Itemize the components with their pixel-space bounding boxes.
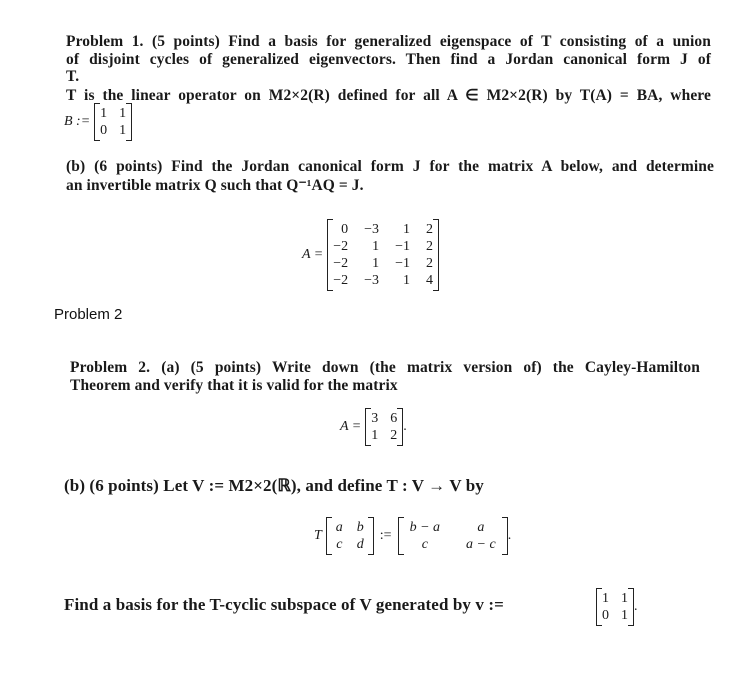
cell: 1: [371, 428, 379, 443]
cell: −2: [333, 273, 349, 288]
problem2-heading: Problem 2: [54, 306, 123, 323]
T-definition: [314, 517, 511, 555]
p1b-line2: an invertible matrix Q such that Q⁻¹AQ = J.: [66, 177, 364, 194]
p2-line2: Theorem and verify that it is valid for the matrix: [70, 377, 398, 394]
p1b-line1: (b) (6 points) Find the Jordan canonical form J for the matrix A below, and determine: [66, 158, 714, 175]
cell: 1: [119, 106, 127, 121]
cell: a: [335, 520, 343, 535]
matrix-v: [596, 588, 638, 626]
cell: 2: [425, 256, 433, 271]
p1-line3: T.: [66, 68, 80, 85]
cell: c: [336, 537, 343, 552]
cell: 6: [390, 411, 398, 426]
p2-final-line: Find a basis for the T-cyclic subspace of V generated by v :=: [64, 595, 504, 614]
cell: 0: [341, 222, 349, 237]
cell: 1: [602, 591, 609, 606]
A-label: A =: [340, 419, 362, 434]
cell: b: [356, 520, 364, 535]
cell: −2: [333, 239, 349, 254]
matrix-A2: [340, 408, 407, 446]
cell: a: [477, 520, 485, 535]
cell: −3: [364, 222, 380, 237]
cell: 1: [372, 256, 380, 271]
cell: 1: [372, 239, 380, 254]
cell: 1: [621, 608, 628, 623]
B-label: B :=: [64, 114, 91, 129]
matrix-B: [64, 103, 132, 141]
cell: 1: [119, 123, 127, 138]
p1-line1: Problem 1. (5 points) Find a basis for generalized eigenspace of T consisting of a union: [66, 33, 711, 50]
p1-line2: of disjoint cycles of generalized eigenvectors. Then find a Jordan canonical form J of: [66, 51, 711, 68]
period: .: [507, 528, 512, 543]
p1-line4: T is the linear operator on M2×2(R) defined for all A ∈ M2×2(R) by T(A) = BA, where: [66, 87, 711, 104]
cell: 1: [100, 106, 108, 121]
cell: b − a: [409, 520, 441, 535]
cell: 2: [425, 222, 433, 237]
cell: 0: [602, 608, 609, 623]
cell: −2: [333, 256, 349, 271]
matrix-A4: [302, 219, 439, 291]
cell: 1: [402, 273, 410, 288]
cell: 1: [621, 591, 628, 606]
cell: c: [421, 537, 428, 552]
cell: 4: [425, 273, 433, 288]
cell: 2: [425, 239, 433, 254]
cell: 0: [100, 123, 108, 138]
T-label: T: [314, 528, 322, 543]
period: .: [634, 599, 638, 614]
cell: 2: [390, 428, 398, 443]
cell: −3: [364, 273, 380, 288]
p2b-line: (b) (6 points) Let V := M2×2(ℝ), and define T : V → V by: [64, 476, 484, 495]
cell: d: [356, 537, 364, 552]
cell: −1: [395, 256, 410, 271]
cell: 1: [402, 222, 410, 237]
cell: a − c: [466, 537, 496, 552]
assign: :=: [379, 528, 392, 543]
cell: 3: [371, 411, 379, 426]
cell: −1: [395, 239, 410, 254]
period: .: [403, 419, 407, 434]
A-label: A =: [302, 247, 324, 262]
p2-line1: Problem 2. (a) (5 points) Write down (the matrix version of) the Cayley-Hamilton: [70, 359, 700, 376]
